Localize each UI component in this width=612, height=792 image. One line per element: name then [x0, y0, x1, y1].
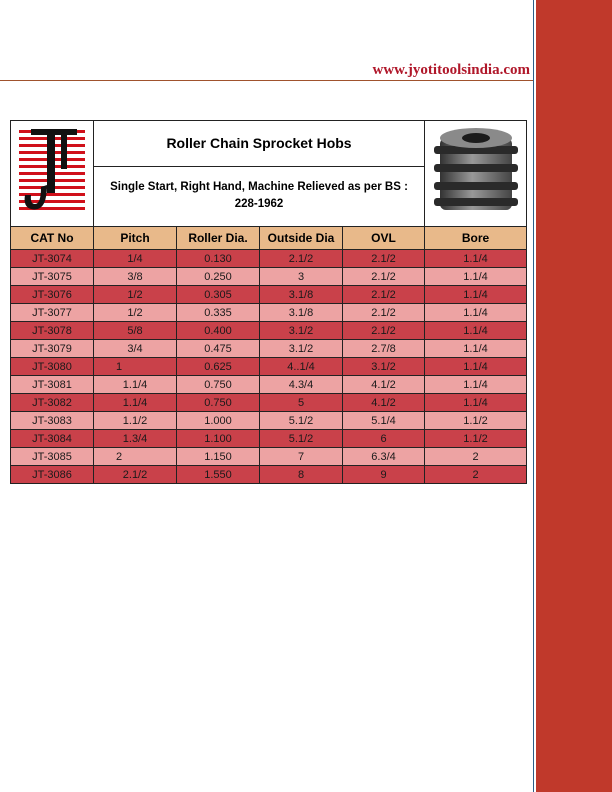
- table-cell: 5.1/2: [260, 412, 343, 430]
- table-row: [11, 412, 527, 430]
- table-cell: 1.1/4: [425, 268, 527, 286]
- table-cell: JT-3084: [11, 430, 94, 448]
- table-cell: 7: [260, 448, 343, 466]
- table-cell: 9: [343, 466, 425, 484]
- table-cell: 1/4: [94, 250, 177, 268]
- column-header: Outside Dia: [260, 227, 343, 250]
- table-row: [11, 250, 527, 268]
- table-row: [11, 322, 527, 340]
- table-cell: 2.1/2: [343, 286, 425, 304]
- table-cell: JT-3085: [11, 448, 94, 466]
- table-cell: 4.1/2: [343, 394, 425, 412]
- table-cell: 1.1/2: [94, 412, 177, 430]
- table-cell: 4.3/4: [260, 376, 343, 394]
- table-row: [11, 430, 527, 448]
- table-cell: 0.475: [177, 340, 260, 358]
- table-cell: 5.1/2: [260, 430, 343, 448]
- product-sheet: [10, 120, 526, 484]
- table-cell: 3.1/2: [260, 322, 343, 340]
- table-row: [11, 448, 527, 466]
- table-cell: 4.1/2: [343, 376, 425, 394]
- table-cell: 6.3/4: [343, 448, 425, 466]
- column-header: Bore: [425, 227, 527, 250]
- table-cell: 8: [260, 466, 343, 484]
- spec-table: [10, 120, 527, 484]
- table-cell: 0.625: [177, 358, 260, 376]
- table-cell: 2: [425, 466, 527, 484]
- table-cell: 1.150: [177, 448, 260, 466]
- table-cell: 1.550: [177, 466, 260, 484]
- table-cell: 1.1/4: [425, 358, 527, 376]
- table-cell: 3.1/2: [343, 358, 425, 376]
- table-row: [11, 358, 527, 376]
- table-cell: 1.1/4: [425, 340, 527, 358]
- column-header: Pitch: [94, 227, 177, 250]
- table-cell: 0.400: [177, 322, 260, 340]
- side-band: [536, 0, 612, 792]
- table-cell: JT-3081: [11, 376, 94, 394]
- table-row: [11, 340, 527, 358]
- table-cell: 2.1/2: [260, 250, 343, 268]
- table-cell: 1: [94, 358, 177, 376]
- table-cell: 0.305: [177, 286, 260, 304]
- table-cell: JT-3077: [11, 304, 94, 322]
- logo-cell: [11, 121, 94, 227]
- table-body: [11, 250, 527, 484]
- table-cell: 3.1/8: [260, 286, 343, 304]
- table-row: [11, 268, 527, 286]
- table-cell: 3: [260, 268, 343, 286]
- table-cell: 2.1/2: [343, 250, 425, 268]
- table-cell: 2: [425, 448, 527, 466]
- jt-logo-icon: [17, 125, 87, 220]
- table-cell: 4..1/4: [260, 358, 343, 376]
- table-row: [11, 466, 527, 484]
- table-cell: 1.1/4: [425, 376, 527, 394]
- table-cell: 5: [260, 394, 343, 412]
- table-cell: 0.250: [177, 268, 260, 286]
- table-cell: 2.1/2: [343, 304, 425, 322]
- column-header: OVL: [343, 227, 425, 250]
- table-cell: JT-3082: [11, 394, 94, 412]
- table-cell: 0.335: [177, 304, 260, 322]
- table-row: [11, 304, 527, 322]
- table-cell: 1.3/4: [94, 430, 177, 448]
- table-cell: 1.1/4: [425, 286, 527, 304]
- table-cell: 5/8: [94, 322, 177, 340]
- table-cell: 3/8: [94, 268, 177, 286]
- website-url[interactable]: www.jyotitoolsindia.com: [372, 62, 530, 78]
- product-subtitle: Single Start, Right Hand, Machine Relieved as per BS : 228-1962: [94, 166, 425, 226]
- table-cell: 1.1/4: [94, 394, 177, 412]
- table-cell: JT-3083: [11, 412, 94, 430]
- table-cell: JT-3080: [11, 358, 94, 376]
- sprocket-hob-icon: [430, 124, 522, 220]
- table-cell: 2.1/2: [343, 268, 425, 286]
- table-cell: 0.750: [177, 376, 260, 394]
- product-image-cell: [425, 121, 527, 227]
- table-cell: 0.130: [177, 250, 260, 268]
- table-cell: 2.7/8: [343, 340, 425, 358]
- header-rule: [0, 80, 533, 81]
- table-cell: JT-3079: [11, 340, 94, 358]
- table-cell: 2: [94, 448, 177, 466]
- table-cell: 3/4: [94, 340, 177, 358]
- table-cell: 5.1/4: [343, 412, 425, 430]
- table-cell: JT-3076: [11, 286, 94, 304]
- table-cell: 1.100: [177, 430, 260, 448]
- table-cell: 1.1/4: [425, 304, 527, 322]
- table-row: [11, 394, 527, 412]
- table-row: [11, 286, 527, 304]
- table-row: [11, 376, 527, 394]
- table-cell: 1.1/2: [425, 412, 527, 430]
- column-header: Roller Dia.: [177, 227, 260, 250]
- table-cell: 6: [343, 430, 425, 448]
- table-header: [11, 227, 527, 250]
- table-cell: 3.1/8: [260, 304, 343, 322]
- table-cell: 2.1/2: [343, 322, 425, 340]
- table-cell: JT-3074: [11, 250, 94, 268]
- table-cell: 0.750: [177, 394, 260, 412]
- table-cell: 1.1/4: [425, 394, 527, 412]
- table-cell: JT-3086: [11, 466, 94, 484]
- table-cell: 1.000: [177, 412, 260, 430]
- table-cell: 2.1/2: [94, 466, 177, 484]
- table-cell: 1.1/4: [94, 376, 177, 394]
- table-cell: 1.1/4: [425, 250, 527, 268]
- column-header: CAT No: [11, 227, 94, 250]
- table-cell: 3.1/2: [260, 340, 343, 358]
- table-cell: 1/2: [94, 286, 177, 304]
- product-title: Roller Chain Sprocket Hobs: [94, 121, 425, 167]
- table-cell: 1.1/2: [425, 430, 527, 448]
- table-cell: 1/2: [94, 304, 177, 322]
- table-cell: 1.1/4: [425, 322, 527, 340]
- table-cell: JT-3078: [11, 322, 94, 340]
- table-cell: JT-3075: [11, 268, 94, 286]
